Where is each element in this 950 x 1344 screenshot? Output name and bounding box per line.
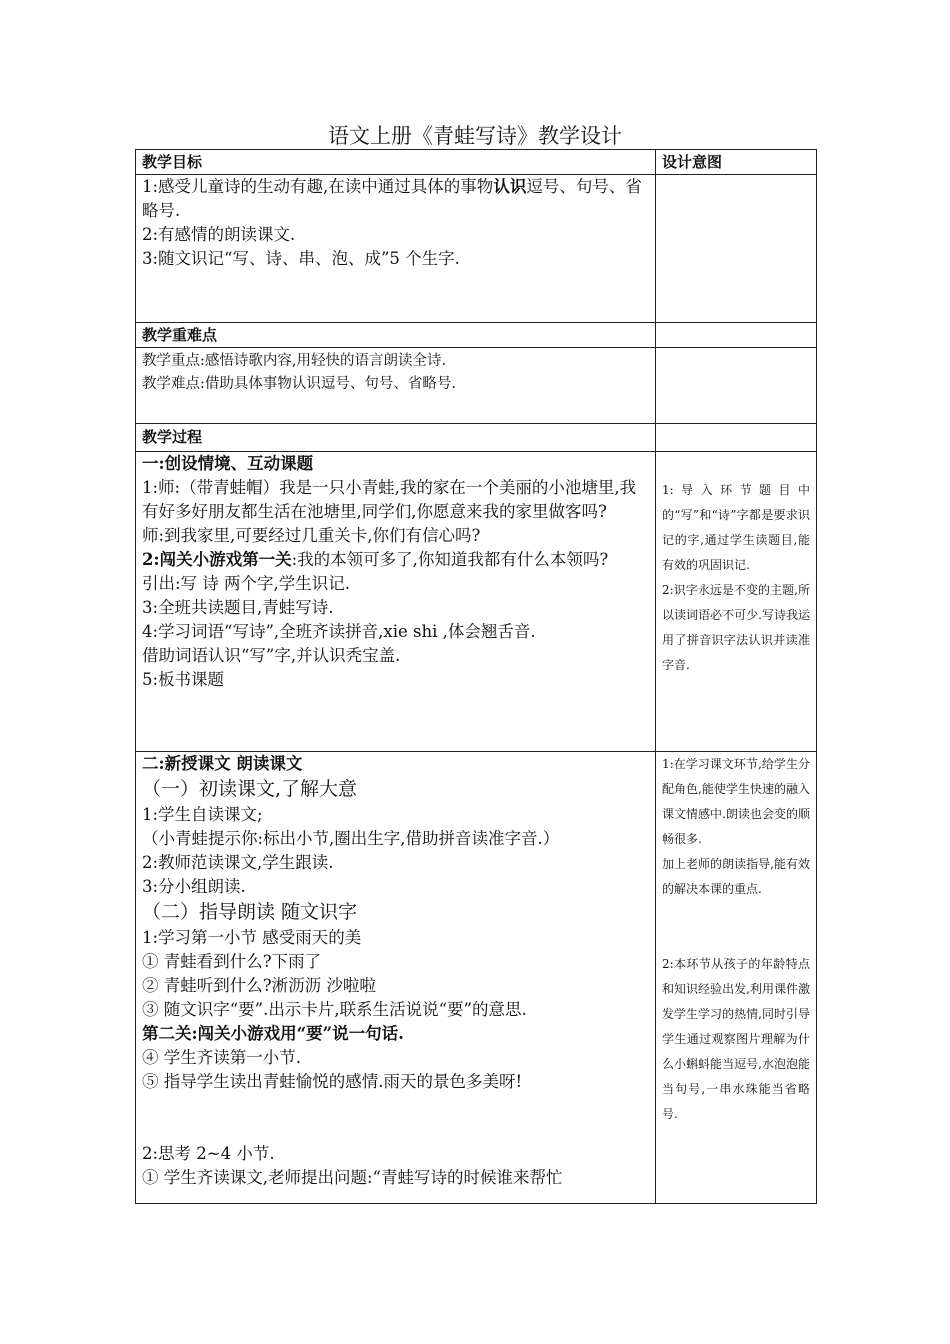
- section2-line-5: 1:学习第一小节 感受雨天的美: [142, 928, 362, 947]
- section1-line-7: 5:板书课题: [142, 670, 225, 689]
- goals-intent-cell: [656, 175, 817, 323]
- section1-line-4: 3:全班共读题目,青蛙写诗.: [142, 598, 334, 617]
- section2-line-4: 3:分小组朗读.: [142, 877, 246, 896]
- header-keypoints: 教学重难点: [136, 323, 656, 348]
- section2-sub2: （二）指导朗读 随文识字: [142, 901, 358, 923]
- section1-note-2: 2:识字永远是不变的主题,所以读词语必不可少.写诗我运用了拼音识字法认识并读准字音.: [662, 583, 810, 672]
- section1-game: [142, 548, 649, 572]
- section2-heading: 二:新授课文 朗读课文: [142, 754, 303, 773]
- process-intent-header: [656, 424, 817, 452]
- goal-1: [142, 175, 649, 223]
- header-intent: 设计意图: [656, 150, 817, 175]
- goal-3: 3:随文识记“写、诗、串、泡、成”5 个生字.: [142, 249, 460, 268]
- section1-line-2: 师:到我家里,可要经过几重关卡,你们有信心吗?: [142, 526, 481, 545]
- section1-line-1: 1:师:（带青蛙帽）我是一只小青蛙,我的家在一个美丽的小池塘里,我有好多好朋友都生活在池塘里,同学们,你愿意来我的家里做客吗?: [142, 478, 637, 521]
- section2-line-7: ② 青蛙听到什么?淅沥沥 沙啦啦: [142, 976, 376, 995]
- goal-2: 2:有感情的朗读课文.: [142, 225, 296, 244]
- section2-line-3: 2:教师范读课文,学生跟读.: [142, 853, 334, 872]
- section2-note-1: 1:在学习课文环节,给学生分配角色,能使学生快速的融入课文情感中.朗读也会变的顺畅很多.: [662, 757, 810, 846]
- lesson-plan-table: [135, 149, 817, 1204]
- section2-note-spacer: [662, 902, 810, 952]
- keypoints-cell: [136, 348, 656, 424]
- section2-line-10: ⑤ 指导学生读出青蛙愉悦的感情.雨天的景色多美呀!: [142, 1072, 523, 1091]
- goal-1-text: 1:感受儿童诗的生动有趣,在读中通过具体的事物: [142, 177, 494, 196]
- goals-cell: [136, 175, 656, 323]
- section2-cell: [136, 752, 656, 1204]
- section1-line-6: 借助词语认识“写”字,并认识秃宝盖.: [142, 646, 401, 665]
- section1-notes-cell: [656, 452, 817, 752]
- section2-sub1: （一）初读课文,了解大意: [142, 778, 358, 800]
- document-title: 语文上册《青蛙写诗》教学设计: [328, 124, 622, 148]
- section1-note-1: 1:导入环节题目中的“写”和“诗”字都是要求识记的字,通过学生读题目,能有效的巩固识记.: [662, 483, 810, 572]
- section2-line-1: 1:学生自读课文;: [142, 805, 263, 824]
- goal-1-bold: 认识: [493, 177, 527, 196]
- keypoints-intent-header: [656, 323, 817, 348]
- section2-line-12: ① 学生齐读课文,老师提出问题:“青蛙写诗的时候谁来帮忙: [142, 1168, 563, 1187]
- section2-line-6: ① 青蛙看到什么?下雨了: [142, 952, 322, 971]
- section2-note-2: 加上老师的朗读指导,能有效的解决本课的重点.: [662, 857, 810, 896]
- section2-line-11: 2:思考 2~4 小节.: [142, 1144, 275, 1163]
- section2-line-8: ③ 随文识字“要”.出示卡片,联系生活说说“要”的意思.: [142, 1000, 527, 1019]
- section1-game-text: :我的本领可多了,你知道我都有什么本领吗?: [291, 550, 609, 569]
- section2-game2: 第二关:闯关小游戏用“要”说一句话.: [142, 1024, 404, 1043]
- section2-line-9: ④ 学生齐读第一小节.: [142, 1048, 301, 1067]
- goal-1-tail: 逗号、句号、省略号.: [142, 177, 642, 220]
- section1-cell: [136, 452, 656, 752]
- section2-spacer: [142, 1094, 649, 1142]
- section1-game-bold: 2:闯关小游戏第一关: [142, 550, 292, 569]
- keypoint-difficulty: 教学难点:借助具体事物认识逗号、句号、省略号.: [142, 376, 456, 392]
- section1-line-3: 引出:写 诗 两个字,学生识记.: [142, 574, 351, 593]
- section1-heading: 一:创设情境、互动课题: [142, 454, 314, 473]
- section2-notes-cell: [656, 752, 817, 1204]
- header-process: 教学过程: [136, 424, 656, 452]
- section2-line-2: （小青蛙提示你:标出小节,圈出生字,借助拼音读准字音.）: [142, 829, 560, 848]
- header-goal: 教学目标: [136, 150, 656, 175]
- keypoints-intent-cell: [656, 348, 817, 424]
- section2-note-3: 2:本环节从孩子的年龄特点和知识经验出发,利用课件激发学生学习的热情,同时引导学生通过观察图片理解为什么小蝌蚪能当逗号,水泡泡能当句号,一串水珠能当省略号.: [662, 957, 810, 1121]
- keypoint-focus: 教学重点:感悟诗歌内容,用轻快的语言朗读全诗.: [142, 353, 447, 369]
- section1-line-5: 4:学习词语“写诗”,全班齐读拼音,xie shi ,体会翘舌音.: [142, 622, 536, 641]
